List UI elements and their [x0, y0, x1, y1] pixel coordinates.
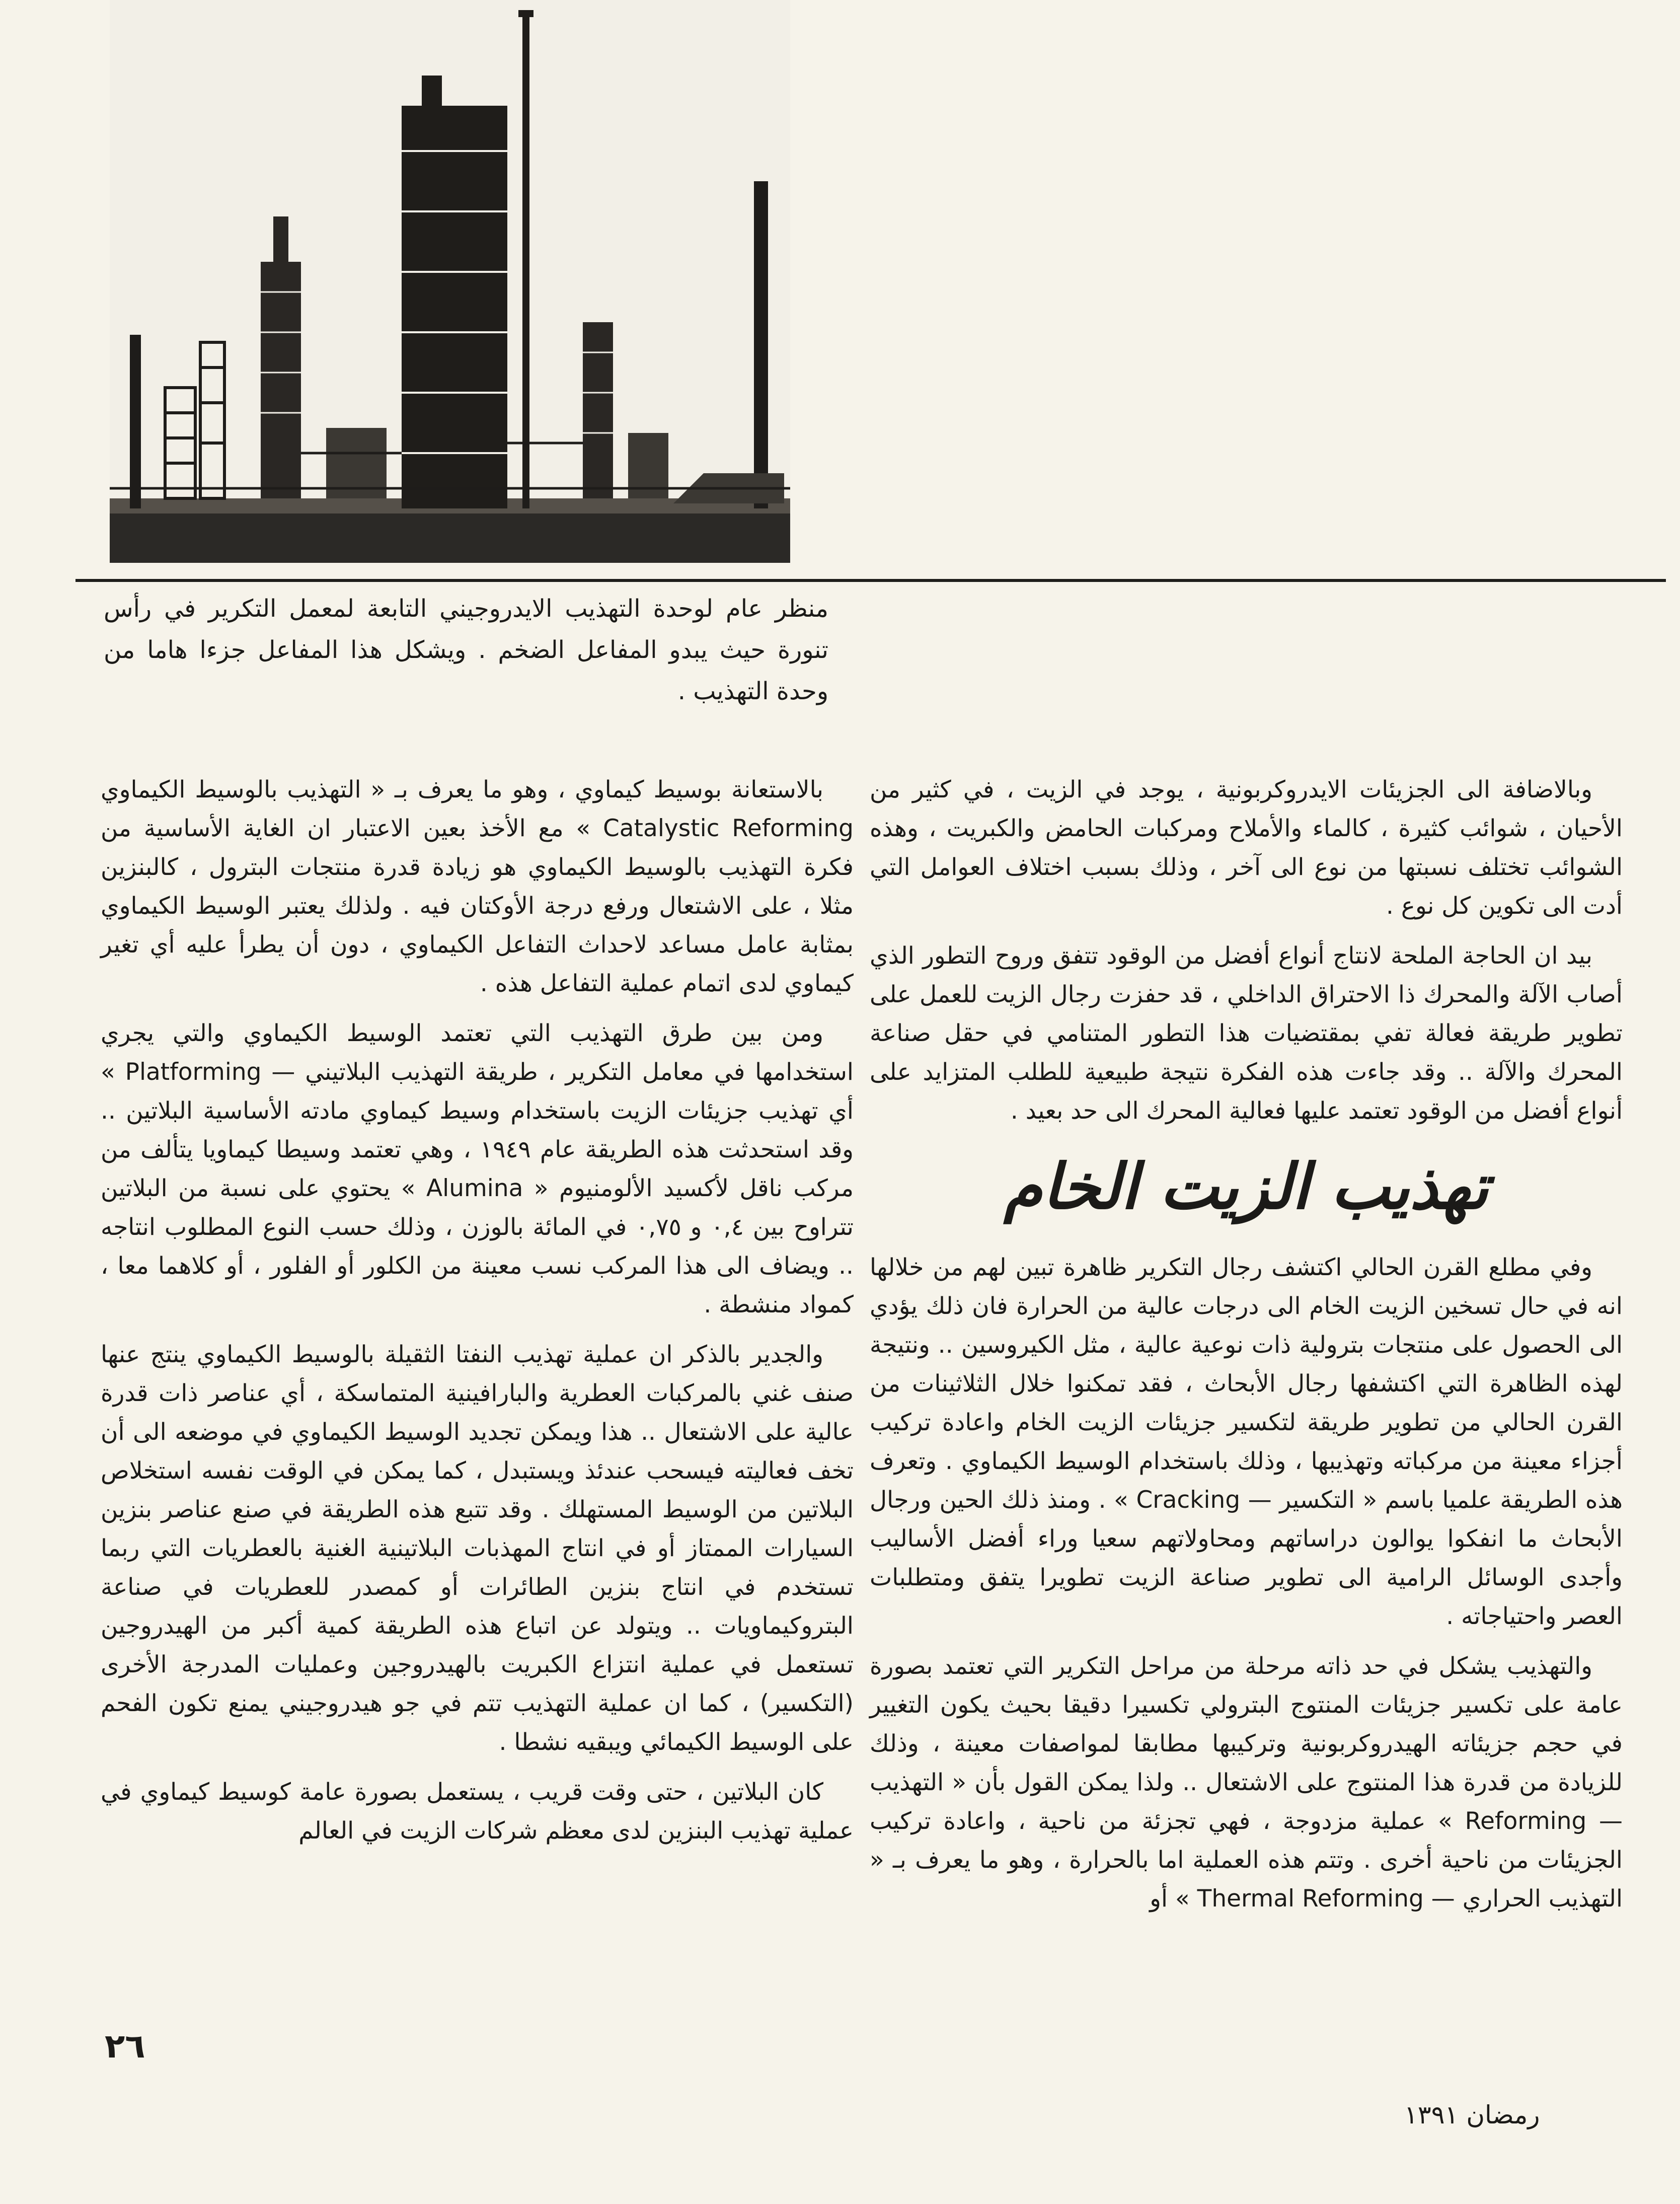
article-right-column	[870, 770, 1623, 1929]
paragraph: والجدير بالذكر ان عملية تهذيب النفتا الثقيلة بالوسيط الكيماوي ينتج عنها صنف غني بالمركبات العطرية والبارافينية المتماسكة ، أي عناصر ذات قدرة عالية على الاشتعال .. هذا ويمكن تجديد الوسيط الكيماوي في موضعه الى أن تخف فعاليته فيسحب عندئذ ويستبدل ، كما يمكن في الوقت نفسه استخلاص البلاتين من الوسيط المستهلك . وقد تتبع هذه الطريقة في صنع عناصر بنزين السيارات الممتاز أو في انتاج المهذبات البلاتينية الغنية بالعطريات التي ربما تستخدم في انتاج بنزين الطائرات أو كمصدر للعطريات في صناعة البتروكيماويات .. ويتولد عن اتباع هذه الطريقة كمية أكبر من الهيدروجين تستعمل في عملية انتزاع الكبريت بالهيدروجين وعمليات المدرجة الأخرى (التكسير) ، كما ان عملية التهذيب تتم في جو هيدروجيني يمنع تكون الفحم على الوسيط الكيمائي ويبقيه نشطا .	[101, 1341, 854, 1756]
refinery-photo	[110, 0, 790, 563]
article-left-column	[101, 770, 854, 1861]
header-rule	[75, 579, 1666, 582]
photo-caption: منظر عام لوحدة التهذيب الايدروجيني التابعة لمعمل التكرير في رأس تنورة حيث يبدو المفاعل الضخم . ويشكل هذا المفاعل جزءا هاما من وحدة التهذيب .	[104, 595, 828, 705]
paragraph: وفي مطلع القرن الحالي اكتشف رجال التكرير ظاهرة تبين لهم من خلالها انه في حال تسخين الزيت الخام الى درجات عالية من الحرارة فان ذلك يؤدي الى الحصول على منتجات بترولية ذات نوعية عالية ، مثل الكيروسين .. ونتيجة لهذه الظاهرة التي اكتشفها رجال الأبحاث ، فقد تمكنوا خلال الثلاثينات من القرن الحالي من تطوير طريقة لتكسير جزيئات الزيت الخام واعادة تركيب أجزاء معينة من مركباته وتهذيبها ، وذلك باستخدام الوسيط الكيماوي . وتعرف هذه الطريقة علميا باسم « التكسير — Cracking » . ومنذ ذلك الحين ورجال الأبحاث ما انفكوا يوالون دراساتهم ومحاولاتهم سعيا وراء أفضل الأساليب وأجدى الوسائل الرامية الى تطوير صناعة الزيت تطويرا يتفق ومتطلبات العصر واحتياجاته .	[870, 1254, 1623, 1630]
issue-date: رمضان ١٣٩١	[1404, 2100, 1540, 2129]
paragraph: والتهذيب يشكل في حد ذاته مرحلة من مراحل التكرير التي تعتمد بصورة عامة على تكسير جزيئات المنتوج البترولي تكسيرا دقيقا بحيث يكون التغيير في حجم جزيئاته الهيدروكربونية وتركيبها مطابقا لمواصفات معينة ، وذلك للزيادة من قدرة هذا المنتوج على الاشتعال .. ولذا يمكن القول بأن « التهذيب — Reforming » عملية مزدوجة ، فهي تجزئة من ناحية ، واعادة تركيب الجزيئات من ناحية أخرى . وتتم هذه العملية اما بالحرارة ، وهو ما يعرف بـ « التهذيب الحراري — Thermal Reforming » أو	[870, 1652, 1623, 1913]
refinery-illustration	[110, 0, 790, 563]
page-number: ٢٦	[105, 2027, 145, 2066]
paragraph: كان البلاتين ، حتى وقت قريب ، يستعمل بصورة عامة كوسيط كيماوي في عملية تهذيب البنزين لدى معظم شركات الزيت في العالم	[101, 1778, 854, 1845]
paragraph: بالاستعانة بوسيط كيماوي ، وهو ما يعرف بـ « التهذيب بالوسيط الكيماوي Catalystic Reforming » مع الأخذ بعين الاعتبار ان الغاية الأساسية من فكرة التهذيب بالوسيط الكيماوي هو زيادة قدرة منتجات البترول ، كالبنزين مثلا ، على الاشتعال ورفع درجة الأوكتان فيه . ولذلك يعتبر الوسيط الكيماوي بمثابة عامل مساعد لاحداث التفاعل الكيماوي ، دون أن يطرأ عليه أي تغير كيماوي لدى اتمام عملية التفاعل هذه .	[101, 776, 854, 997]
paragraph: وبالاضافة الى الجزيئات الايدروكربونية ، يوجد في الزيت ، في كثير من الأحيان ، شوائب كثيرة ، كالماء والأملاح ومركبات الحامض والكبريت ، وهذه الشوائب تختلف نسبتها من نوع الى آخر ، وذلك بسبب اختلاف العوامل التي أدت الى تكوين كل نوع .	[870, 776, 1623, 920]
section-heading: تهذيب الزيت الخام	[1004, 1150, 1489, 1223]
paragraph: ومن بين طرق التهذيب التي تعتمد الوسيط الكيماوي والتي يجري استخدامها في معامل التكرير ، طريقة التهذيب البلاتيني — Platforming » أي تهذيب جزيئات الزيت باستخدام وسيط كيماوي مادته الأساسية البلاتين .. وقد استحدثت هذه الطريقة عام ١٩٤٩ ، وهي تعتمد وسيطا كيماويا يتألف من مركب ناقل لأكسيد الألومنيوم « Alumina » يحتوي على نسبة من البلاتين تتراوح بين ٠,٤ و ٠,٧٥ في المائة بالوزن ، وذلك حسب النوع المطلوب انتاجه .. ويضاف الى هذا المركب نسب معينة من الكلور أو الفلور ، أو كلاهما معا ، كمواد منشطة .	[101, 1019, 854, 1318]
paragraph: بيد ان الحاجة الملحة لانتاج أنواع أفضل من الوقود تتفق وروح التطور الذي أصاب الآلة والمحرك ذا الاحتراق الداخلي ، قد حفزت رجال الزيت للعمل على تطوير طريقة فعالة تفي بمقتضيات هذا التطور المتنامي في حقل صناعة المحرك والآلة .. وقد جاءت هذه الفكرة نتيجة طبيعية للطلب المتزايد على أنواع أفضل من الوقود تعتمد عليها فعالية المحرك الى حد بعيد .	[870, 942, 1623, 1125]
